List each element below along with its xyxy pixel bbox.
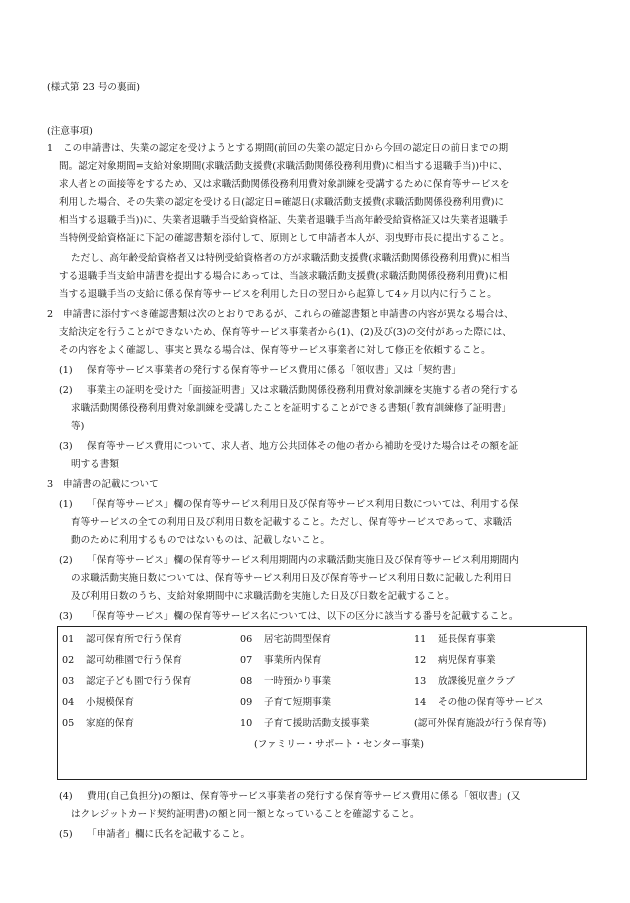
section2-line: その内容をよく確認し、事実と異なる場合は、保育等サービス事業者に対して修正を依頼すること。	[59, 345, 491, 356]
code-note: (認可外保育施設が行う保育等)	[414, 718, 547, 729]
code-note: (ファミリー・サポート・センター事業)	[254, 739, 425, 750]
code-name: 事業所内保育	[264, 655, 322, 666]
section1-para2-line: 当する退職手当の支給に係る保育等サービスを利用した日の翌日から起算して4ヶ月以内に行うこと。	[59, 289, 497, 300]
item-label: (1)	[59, 365, 73, 376]
item-label: (3)	[59, 441, 73, 452]
item-label: (5)	[59, 829, 73, 840]
code-number: 01	[62, 634, 75, 645]
code-number: 12	[414, 655, 427, 666]
code-number: 10	[240, 718, 253, 729]
item-line: 事業主の証明を受けた「面接証明書」又は求職活動関係役務利用費対象訓練を実施する者の発行する	[87, 385, 519, 396]
item-label: (1)	[59, 499, 73, 510]
section1-para2-line: ただし、高年齢受給資格者又は特例受給資格者の方が求職活動支援費(求職活動関係役務利用費)に相当	[71, 253, 511, 264]
section1-line: この申請書は、失業の認定を受けようとする期間(前回の失業の認定日から今回の認定日の前日までの期	[63, 143, 509, 154]
code-name: 居宅訪問型保育	[264, 634, 332, 645]
code-number: 07	[240, 655, 253, 666]
code-name: 子育て援助活動支援事業	[264, 718, 370, 729]
code-name: 放課後児童クラブ	[438, 676, 515, 687]
code-number: 06	[240, 634, 253, 645]
item-line: 「保育等サービス」欄の保育等サービス名については、以下の区分に該当する番号を記載すること。	[87, 611, 519, 622]
notes-heading: (注意事項)	[47, 126, 93, 137]
code-number: 14	[414, 697, 427, 708]
section1-line: 利用した場合、その失業の認定を受ける日(認定日=確認日(求職活動支援費(求職活動関係役務利用費)に	[59, 197, 505, 208]
item-line: 求職活動関係役務利用費対象訓練を受講したことを証明することができる書類(「教育訓練修了証明書」	[71, 403, 512, 414]
item-line: 「保育等サービス」欄の保育等サービス利用期間内の求職活動実施日及び保育等サービス利用期間内	[87, 555, 519, 566]
code-number: 09	[240, 697, 253, 708]
item-line: 「保育等サービス」欄の保育等サービス利用日及び保育等サービス利用日数については、利用する保	[87, 499, 519, 510]
section1-line: 相当する退職手当))に、失業者退職手当受給資格証、失業者退職手当高年齢受給資格証又は失業者退職手	[59, 215, 508, 226]
code-number: 05	[62, 718, 75, 729]
item-line: 費用(自己負担分)の額は、保育等サービス事業者の発行する保育等サービス費用に係る「領収書」(又	[87, 791, 521, 802]
code-name: 延長保育事業	[438, 634, 496, 645]
code-number: 11	[414, 634, 427, 645]
code-number: 04	[62, 697, 75, 708]
code-number: 13	[414, 676, 427, 687]
item-line: 及び利用日数のうち、支給対象期間中に求職活動を実施した日及び日数を記載すること。	[71, 591, 455, 602]
item-label: (2)	[59, 555, 73, 566]
code-number: 03	[62, 676, 75, 687]
section1-line: 当特例受給資格証に下記の確認書類を添付して、原則として申請者本人が、羽曳野市長に提出すること。	[59, 233, 510, 244]
code-name: 家庭的保育	[86, 718, 134, 729]
section-number: 2	[47, 309, 54, 320]
item-label: (2)	[59, 385, 73, 396]
code-name: 認可保育所で行う保育	[86, 634, 182, 645]
item-line: 育等サービスの全ての利用日及び利用日数を記載すること。ただし、保育等サービスであって、求職活	[71, 517, 513, 528]
section-number: 1	[47, 143, 54, 154]
section2-line: 申請書に添付すべき確認書類は次のとおりであるが、これらの確認書類と申請書の内容が異なる場合は、	[63, 309, 514, 320]
service-code-table	[57, 626, 587, 780]
section1-line: 求人者との面接等をするため、又は求職活動関係役務利用費対象訓練を受講するために保育等サービスを	[59, 179, 510, 190]
item-line: 等)	[71, 421, 85, 432]
item-line: の求職活動実施日数については、保育等サービス利用日及び保育等サービス利用日数に記載した利用日	[71, 573, 513, 584]
item-label: (4)	[59, 791, 73, 802]
section2-line: 支給決定を行うことができないため、保育等サービス事業者から(1)、(2)及び(3)の交付があった際には、	[59, 327, 512, 338]
item-line: 明する書類	[71, 459, 119, 470]
item-label: (3)	[59, 611, 73, 622]
code-name: 認可幼稚園で行う保育	[86, 655, 182, 666]
item-line: 保育等サービス費用について、求人者、地方公共団体その他の者から補助を受けた場合はその額を証	[87, 441, 519, 452]
item-line: 動のために利用するものではないものは、記載しないこと。	[71, 535, 331, 546]
code-name: 病児保育事業	[438, 655, 496, 666]
code-name: 小規模保育	[86, 697, 134, 708]
code-name: 一時預かり事業	[264, 676, 332, 687]
code-name: 認定子ども園で行う保育	[86, 676, 192, 687]
section1-para2-line: する退職手当支給申請書を提出する場合にあっては、当該求職活動支援費(求職活動関係役務利用費)に相	[59, 271, 508, 282]
code-name: 子育て短期事業	[264, 697, 332, 708]
item-line: 「申請者」欄に氏名を記載すること。	[87, 829, 251, 840]
item-line: 保育等サービス事業者の発行する保育等サービス費用に係る「領収書」又は「契約書」	[87, 365, 462, 376]
code-number: 02	[62, 655, 75, 666]
item-line: はクレジットカード契約証明書)の額と同一額となっていることを確認すること。	[71, 809, 420, 820]
code-name: その他の保育等サービス	[438, 697, 544, 708]
section1-line: 間。認定対象期間=支給対象期間(求職活動支援費(求職活動関係役務利用費)に相当する退職手当))中に、	[59, 161, 508, 172]
section-number: 3	[47, 479, 54, 490]
code-number: 08	[240, 676, 253, 687]
form-title: (様式第 23 号の裏面)	[47, 82, 140, 93]
section3-title: 申請書の記載について	[63, 479, 159, 490]
